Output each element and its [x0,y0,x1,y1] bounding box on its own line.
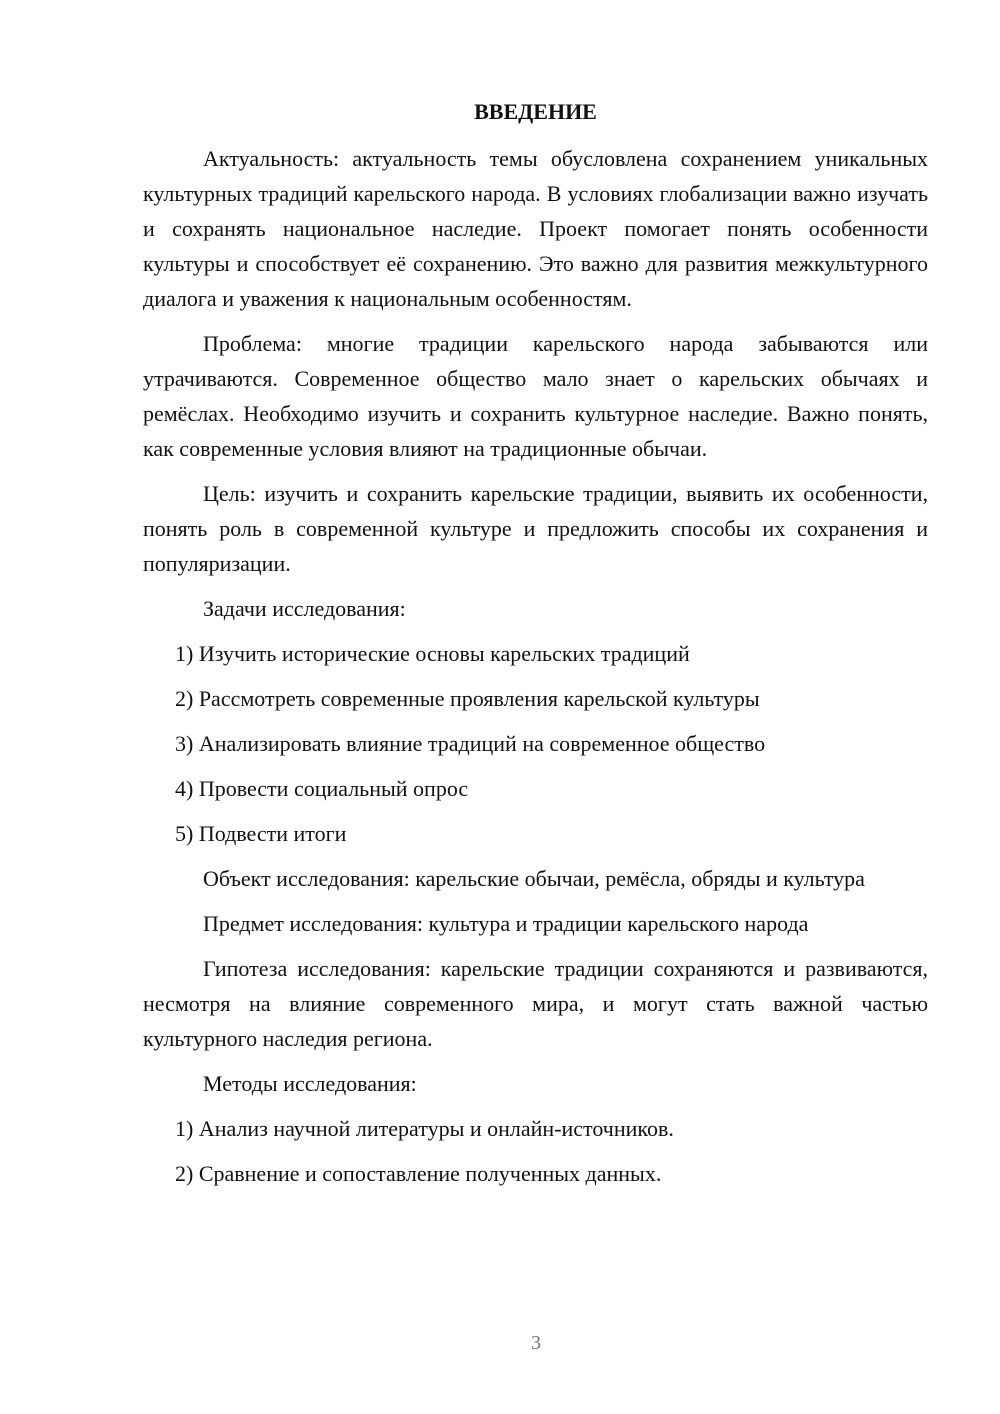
page-title: ВВЕДЕНИЕ [474,99,597,124]
method-item: 2) Сравнение и сопоставление полученных данных. [175,1161,662,1186]
relevance-paragraph: Актуальность: актуальность темы обусловлена сохранением уникальных культурных традиций карельского народа. В условиях глобализации важно изучать и сохранять национальное наследие. Проект помогает понять особенности культуры и способствует её сохранению. Это важно для развития межкультурного диалога и уважения к национальным особенностям. [143,146,928,311]
subject-paragraph: Предмет исследования: культура и традиции карельского народа [203,911,809,936]
task-item: 3) Анализировать влияние традиций на современное общество [175,731,766,756]
problem-paragraph: Проблема: многие традиции карельского народа забываются или утрачиваются. Современное общество мало знает о карельских обычаях и ремёслах. Необходимо изучить и сохранить культурное наследие. Важно понять, как современные условия влияют на традиционные обычаи. [143,331,928,461]
hypothesis-paragraph: Гипотеза исследования: карельские традиции сохраняются и развиваются, несмотря на влияние современного мира, и могут стать важной частью культурного наследия региона. [143,956,928,1051]
tasks-heading: Задачи исследования: [203,596,406,621]
goal-paragraph: Цель: изучить и сохранить карельские традиции, выявить их особенности, понять роль в современной культуре и предложить способы их сохранения и популяризации. [143,481,928,576]
task-item: 5) Подвести итоги [175,821,347,846]
page-content [143,94,928,1201]
page-number: 3 [531,1332,541,1354]
task-item: 1) Изучить исторические основы карельских традиций [175,641,690,666]
task-item: 2) Рассмотреть современные проявления карельской культуры [175,686,760,711]
task-item: 4) Провести социальный опрос [175,776,469,801]
methods-heading: Методы исследования: [203,1071,417,1096]
method-item: 1) Анализ научной литературы и онлайн-источников. [175,1116,674,1141]
object-paragraph: Объект исследования: карельские обычаи, ремёсла, обряды и культура [203,866,865,891]
